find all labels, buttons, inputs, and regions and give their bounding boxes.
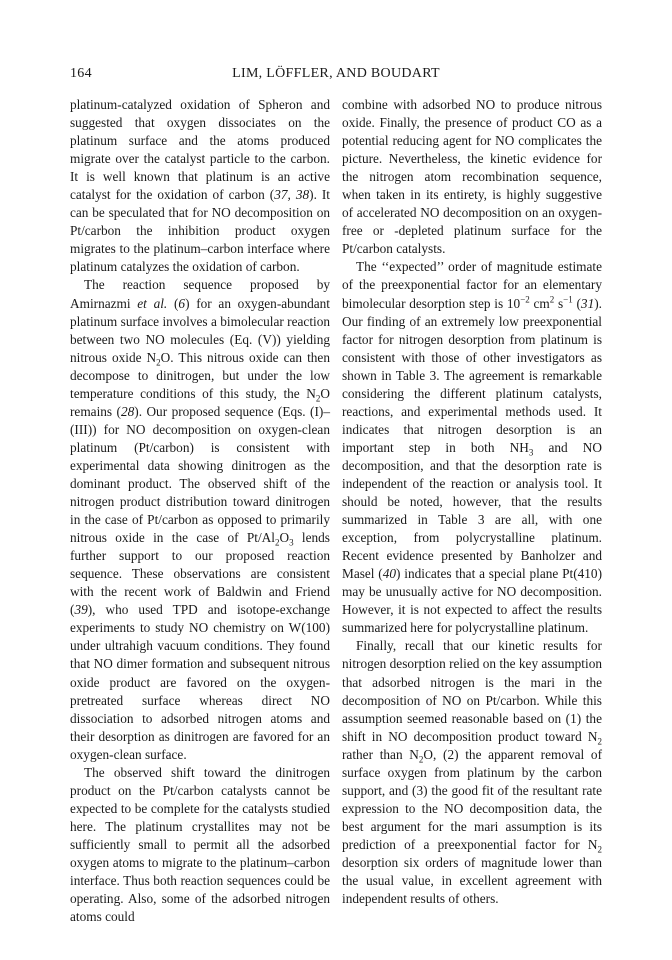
paragraph: combine with adsorbed NO to produce nitrous oxide. Finally, the presence of product CO as a potential reducing agent for NO complicates the picture. Nevertheless, the kinetic evidence for the nitrogen atom recombination sequence, when taken in its entirety, is highly suggestive of accelerated NO decomposition on an oxygen-free or -depleted platinum surface for the Pt/carbon catalysts. — [342, 97, 602, 257]
paragraph: The ‘‘expected’’ order of magnitude estimate of the preexponential factor for an elementary bimolecular desorption step is $10^{-2}$ $cm^2$ $s^{-1}$ (31). Our finding of an extremely low preexponential factor for nitrogen desorption from platinum is consistent with those of other investigators as shown in Table 3. The agreement is remarkable considering the different platinum catalysts, reactions, and experimental methods used. It indicates that nitrogen desorption is an important step in both $NH_3$ and NO decomposition, and that the desorption rate is independent of the reaction or analysis tool. It should be noted, however, that the results summarized in Table 3 are all, with one exception, from polycrystalline platinum. Recent evidence presented by Banholzer and Masel (40) indicates that a special plane Pt(410) may be unusually active for NO decomposition. However, it is not expected to affect the results summarized here for polycrystalline platinum. — [342, 259, 603, 636]
left-column — [70, 96, 330, 926]
paragraph: Finally, recall that our kinetic results for nitrogen desorption relied on the key assumption that adsorbed nitrogen is the mari in the decomposition of NO on Pt/carbon. While this assumption seemed reasonable based on (1) the shift in NO decomposition product toward $N_2$ rather than $N_2O$, (2) the apparent removal of surface oxygen from platinum by the carbon support, and (3) the good fit of the resultant rate expression to the NO decomposition data, the best argument for the mari assumption is its prediction of a preexponential factor for $N_2$ desorption six orders of magnitude lower than the usual value, in excellent agreement with independent results of others. — [342, 638, 602, 907]
citation: 37, 38 — [274, 187, 310, 203]
citation: 40 — [382, 566, 397, 582]
paragraph: The reaction sequence proposed by Amirnazmi et al. (6) for an oxygen-abundant platinum surface involves a bimolecular reaction between two NO molecules (Eq. (V)) yielding nitrous oxide $N_2O$. This nitrous oxide can then decompose to dinitrogen, but under the low temperature conditions of this study, the $N_2O$ remains (28). Our proposed sequence (Eqs. (I)–(III)) for NO decomposition on oxygen-clean platinum (Pt/carbon) is consistent with experimental data showing dinitrogen as the dominant product. The observed shift of the nitrogen product distribution toward dinitrogen in the case of Pt/carbon as opposed to primarily nitrous oxide in the case of $Pt/Al_2O_3$ lends further support to our proposed reaction sequence. These observations are consistent with the recent work of Baldwin and Friend (39), who used TPD and isotope-exchange experiments to study NO chemistry on W(100) under ultrahigh vacuum conditions. They found that NO dimer formation and subsequent nitrous oxide product are favored on the oxygen-pretreated surface whereas direct NO dissociation to adsorbed nitrogen atoms and their desorption as dinitrogen are favored for an oxygen-clean surface. — [70, 277, 330, 762]
running-head: LIM, LÖFFLER, AND BOUDART — [232, 66, 440, 81]
page-number: 164 — [70, 66, 92, 81]
citation: 28 — [120, 403, 135, 419]
citation: 31 — [580, 295, 595, 311]
paragraph: The observed shift toward the dinitrogen product on the Pt/carbon catalysts cannot be expected to be complete for the catalysts studied here. The platinum crystallites may not be sufficiently small to permit all the adsorbed oxygen atoms to migrate to the platinum–carbon interface. Thus both reaction sequences could be operating. Also, some of the adsorbed nitrogen atoms could — [70, 764, 330, 925]
page-header — [70, 66, 602, 86]
citation: 6 — [178, 295, 186, 311]
paragraph: platinum-catalyzed oxidation of Spheron and suggested that oxygen dissociates on the platinum surface and the atoms produced migrate over the catalyst particle to the carbon. It is well known that platinum is an active catalyst for the oxidation of carbon (37, 38). It can be speculated that for NO decomposition on Pt/carbon the inhibition product oxygen migrates to the platinum–carbon interface where platinum catalyzes the oxidation of carbon. — [70, 97, 331, 275]
citation: 39 — [74, 602, 88, 618]
right-column — [342, 96, 602, 908]
